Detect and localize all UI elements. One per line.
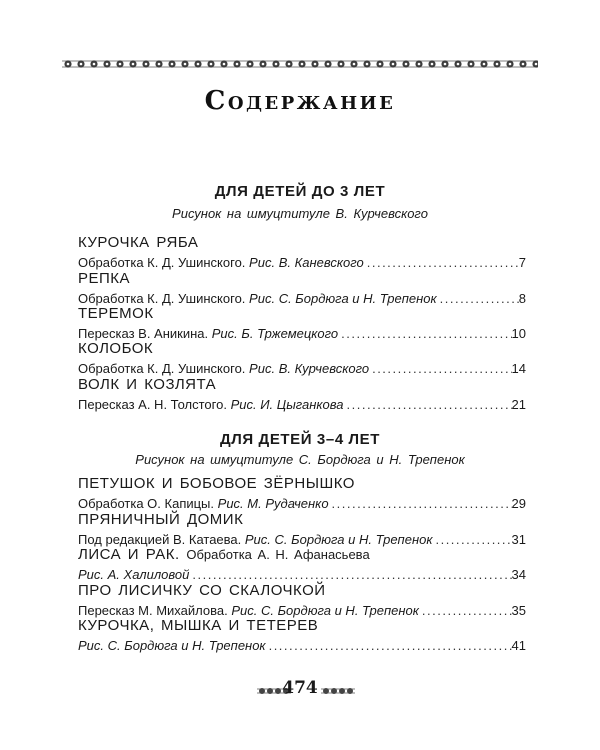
toc-entry[interactable] <box>78 340 526 377</box>
dot-leader <box>369 360 511 377</box>
illustrator-label: Рис. <box>230 397 257 412</box>
credit: Под редакцией В. Катаева. <box>78 532 242 547</box>
illustrator: И. Цыганкова <box>260 397 344 412</box>
toc-entry[interactable] <box>78 305 526 342</box>
page-number: 474 <box>282 678 318 698</box>
page-ref: 34 <box>511 567 526 582</box>
illustrator: В. Каневского <box>278 255 364 270</box>
story-title: КУРОЧКА, МЫШКА И ТЕТЕРЕВ <box>78 617 319 634</box>
page-ref: 41 <box>511 638 526 653</box>
toc-entry[interactable] <box>78 582 526 619</box>
illustrator: В. Курчевского <box>278 361 370 376</box>
toc-entry[interactable] <box>78 511 526 548</box>
illustrator: С. Бордюга и Н. Трепенок <box>278 291 437 306</box>
credit-line <box>78 566 526 583</box>
illustrator: Б. Тржемецкого <box>241 326 339 341</box>
illustrator-label: Рис. <box>249 361 276 376</box>
story-title: ЛИСА И РАК. <box>78 546 180 563</box>
toc-entry[interactable] <box>78 546 526 583</box>
story-title: ПЕТУШОК И БОБОВОЕ ЗЁРНЫШКО <box>78 475 355 492</box>
credit: Обработка К. Д. Ушинского. <box>78 255 246 270</box>
section-subtitle: Рисунок на шмуцтитуле В. Курчевского <box>172 206 428 221</box>
section-heading: ДЛЯ ДЕТЕЙ 3–4 ЛЕТ <box>219 431 381 448</box>
story-title: ТЕРЕМОК <box>78 305 154 322</box>
credit: Обработка К. Д. Ушинского. <box>78 361 246 376</box>
illustrator: М. Рудаченко <box>247 496 329 511</box>
credit-line <box>78 637 526 654</box>
page-ref: 10 <box>511 326 526 341</box>
illustrator-label: Рис. <box>231 603 258 618</box>
page-ref: 31 <box>511 532 526 547</box>
toc-entry[interactable] <box>78 617 526 654</box>
dot-leader <box>266 637 512 654</box>
page-ref: 7 <box>518 255 526 270</box>
toc-entry[interactable] <box>78 270 526 307</box>
story-title: КУРОЧКА РЯБА <box>78 234 199 251</box>
illustrator: С. Бордюга и Н. Трепенок <box>274 532 433 547</box>
credit-line <box>78 254 526 271</box>
page-ref: 8 <box>518 291 526 306</box>
footer-ornament-right-icon <box>321 684 355 698</box>
illustrator: С. Бордюга и Н. Трепенок <box>260 603 419 618</box>
toc-entry[interactable] <box>78 376 526 413</box>
credit: Обработка К. Д. Ушинского. <box>78 291 246 306</box>
adaptation-note: Обработка А. Н. Афанасьева <box>186 547 370 562</box>
credit: Обработка О. Капицы. <box>78 496 215 511</box>
section-subtitle: Рисунок на шмуцтитуле С. Бордюга и Н. Трепенок <box>135 452 465 467</box>
toc-entry[interactable] <box>78 475 526 512</box>
dot-leader <box>189 566 511 583</box>
story-title: ВОЛК И КОЗЛЯТА <box>78 376 217 393</box>
story-title: КОЛОБОК <box>78 340 154 357</box>
illustrator-label: Рис. <box>249 291 276 306</box>
credit: Пересказ В. Аникина. <box>78 326 209 341</box>
illustrator-label: Рис. <box>244 532 271 547</box>
illustrator-label: Рис. <box>78 638 105 653</box>
credit-line <box>78 396 526 413</box>
page-ref: 14 <box>511 361 526 376</box>
illustrator: А. Халиловой <box>107 567 190 582</box>
page-ref: 29 <box>511 496 526 511</box>
dot-leader <box>344 396 512 413</box>
story-title: ПРО ЛИСИЧКУ СО СКАЛОЧКОЙ <box>78 582 326 599</box>
dot-leader <box>364 254 519 271</box>
section-heading: ДЛЯ ДЕТЕЙ ДО 3 ЛЕТ <box>214 183 386 200</box>
illustrator-label: Рис. <box>249 255 276 270</box>
page-ref: 35 <box>511 603 526 618</box>
credit: Пересказ М. Михайлова. <box>78 603 228 618</box>
illustrator: С. Бордюга и Н. Трепенок <box>107 638 266 653</box>
dot-leader <box>329 495 512 512</box>
page-ref: 21 <box>511 397 526 412</box>
toc-entry[interactable] <box>78 234 526 271</box>
credit-line <box>78 360 526 377</box>
page-title: Содержание <box>204 86 396 116</box>
top-ornament-border <box>62 54 538 74</box>
credit-line <box>78 495 526 512</box>
page-footer <box>0 678 600 702</box>
story-title-row <box>78 546 526 564</box>
illustrator-label: Рис. <box>78 567 105 582</box>
story-title: ПРЯНИЧНЫЙ ДОМИК <box>78 511 244 528</box>
credit: Пересказ А. Н. Толстого. <box>78 397 227 412</box>
illustrator-label: Рис. <box>217 496 244 511</box>
story-title: РЕПКА <box>78 270 131 287</box>
illustrator-label: Рис. <box>211 326 238 341</box>
